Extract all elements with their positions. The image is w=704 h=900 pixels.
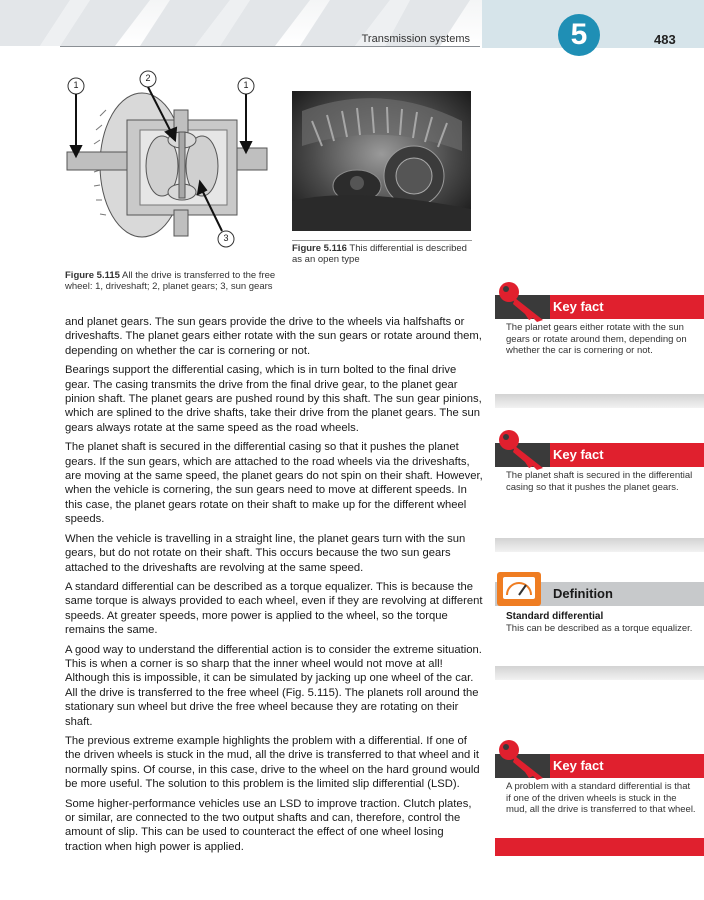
- gauge-icon: [495, 570, 543, 610]
- key-fact-title: Key fact: [553, 299, 604, 314]
- paragraph: and planet gears. The sun gears provide the drive to the wheels via halfshafts or driveshafts. The planet gears either rotate with the sun gears or rotate around them, depending on whether the car is cornering or not.: [65, 316, 482, 357]
- definition-box: [495, 570, 704, 680]
- paragraph: A good way to understand the differential action is to consider the extreme situation. This is when a corner is so sharp that the inner wheel would not move at all! Although this is impossible, it can be simulated by jacking up one wheel of the car. All the drive is transferred to the free wheel (Fig. 5.115). The planets roll around the stationary sun wheel but drive the free wheel because they are rotating on their shaft.: [65, 643, 482, 728]
- figure-5-115-caption: [65, 270, 277, 292]
- figure-5-116-label: Figure 5.116: [292, 243, 347, 254]
- definition-text: This can be described as a torque equalizer.: [506, 622, 693, 634]
- callout-2: 2: [145, 73, 151, 83]
- key-fact-box-1: [495, 278, 704, 408]
- figure-5-115-text: All the drive is transferred to the free wheel: 1, driveshaft; 2, planet gears; 3, sun gears: [65, 270, 276, 292]
- body-text: [65, 315, 483, 859]
- chapter-label: Transmission systems: [361, 33, 470, 45]
- callout-1-left: 1: [73, 80, 79, 90]
- key-fact-box-3: [495, 736, 704, 866]
- figure-5-116-text: This differential is described as an open type: [292, 243, 467, 265]
- callout-3: 3: [223, 233, 229, 243]
- definition-body: [506, 611, 696, 634]
- key-fact-box-2: [495, 426, 704, 552]
- paragraph: The previous extreme example highlights the problem with a differential. If one of the driven wheels is stuck in the mud, all the drive is transferred to that wheel and it normally spins. Of course, in this case, drive to the wheel on the hard ground would be more useful. The solution to this problem is the limited slip differential (LSD).: [65, 734, 480, 791]
- paragraph: Bearings support the differential casing, which is in turn bolted to the final drive gear. The casing transmits the drive from the final drive gear, to the planet gear pinion shaft. The planet gears are pushed round by this shaft. The sun gear pinions, which are splined to the drive shafts, take their drive from the planet gears. The sun gears always rotate at the same speed as the road wheels.: [65, 364, 482, 434]
- key-fact-text: The planet shaft is secured in the differential casing so that it pushes the planet gears.: [506, 470, 693, 493]
- key-fact-title: Key fact: [553, 447, 604, 462]
- key-icon: [495, 426, 555, 470]
- header-rule: [60, 46, 480, 47]
- paragraph: Some higher-performance vehicles use an LSD to improve traction. Clutch plates, or similar, are connected to the two output shafts and can, therefore, control the amount of slip. This can be used to counteract the effect of one wheel losing traction when high power is applied.: [65, 797, 472, 853]
- definition-title: Definition: [553, 586, 613, 601]
- page-number: 483: [654, 32, 676, 47]
- key-fact-title: Key fact: [553, 758, 604, 773]
- paragraph: A standard differential can be described as a torque equalizer. This is because the same torque is always provided to each wheel, even if they are revolving at different speeds. At greater speeds, more power is applied to the wheel, so the torque remains the same.: [65, 580, 483, 637]
- figure-5-115-diagram: [62, 70, 272, 266]
- figure-5-116-photo: [292, 91, 471, 231]
- key-fact-text: The planet gears either rotate with the sun gears or rotate around them, depending on whether the car is cornering or not.: [506, 322, 687, 356]
- key-icon: [495, 278, 555, 322]
- key-fact-text: A problem with a standard differential is that if one of the driven wheels is stuck in the mud, all the drive is transferred to that wheel.: [506, 781, 696, 815]
- definition-term: Standard differential: [506, 611, 604, 622]
- chapter-number: 5: [558, 14, 600, 56]
- figure-5-116-caption: [292, 240, 472, 265]
- key-icon: [495, 736, 555, 780]
- figure-5-115-label: Figure 5.115: [65, 270, 120, 281]
- callout-1-right: 1: [243, 80, 249, 90]
- paragraph: The planet shaft is secured in the differential casing so that it pushes the planet gears. If the sun gears, which are attached to the road wheels via the driveshafts, are moving at the same speed, the planet gears do not spin on their shaft. However, when the vehicle is cornering, the sun gears need to move at different speeds. In this case, the planet gears rotate on their shaft to make up for the different wheel speeds.: [65, 441, 483, 526]
- paragraph: When the vehicle is travelling in a straight line, the planet gears turn with the sun gears, but do not rotate on their shaft. This occurs because the two sun gears attached to the driveshafts are revolving at the same speed.: [65, 532, 466, 574]
